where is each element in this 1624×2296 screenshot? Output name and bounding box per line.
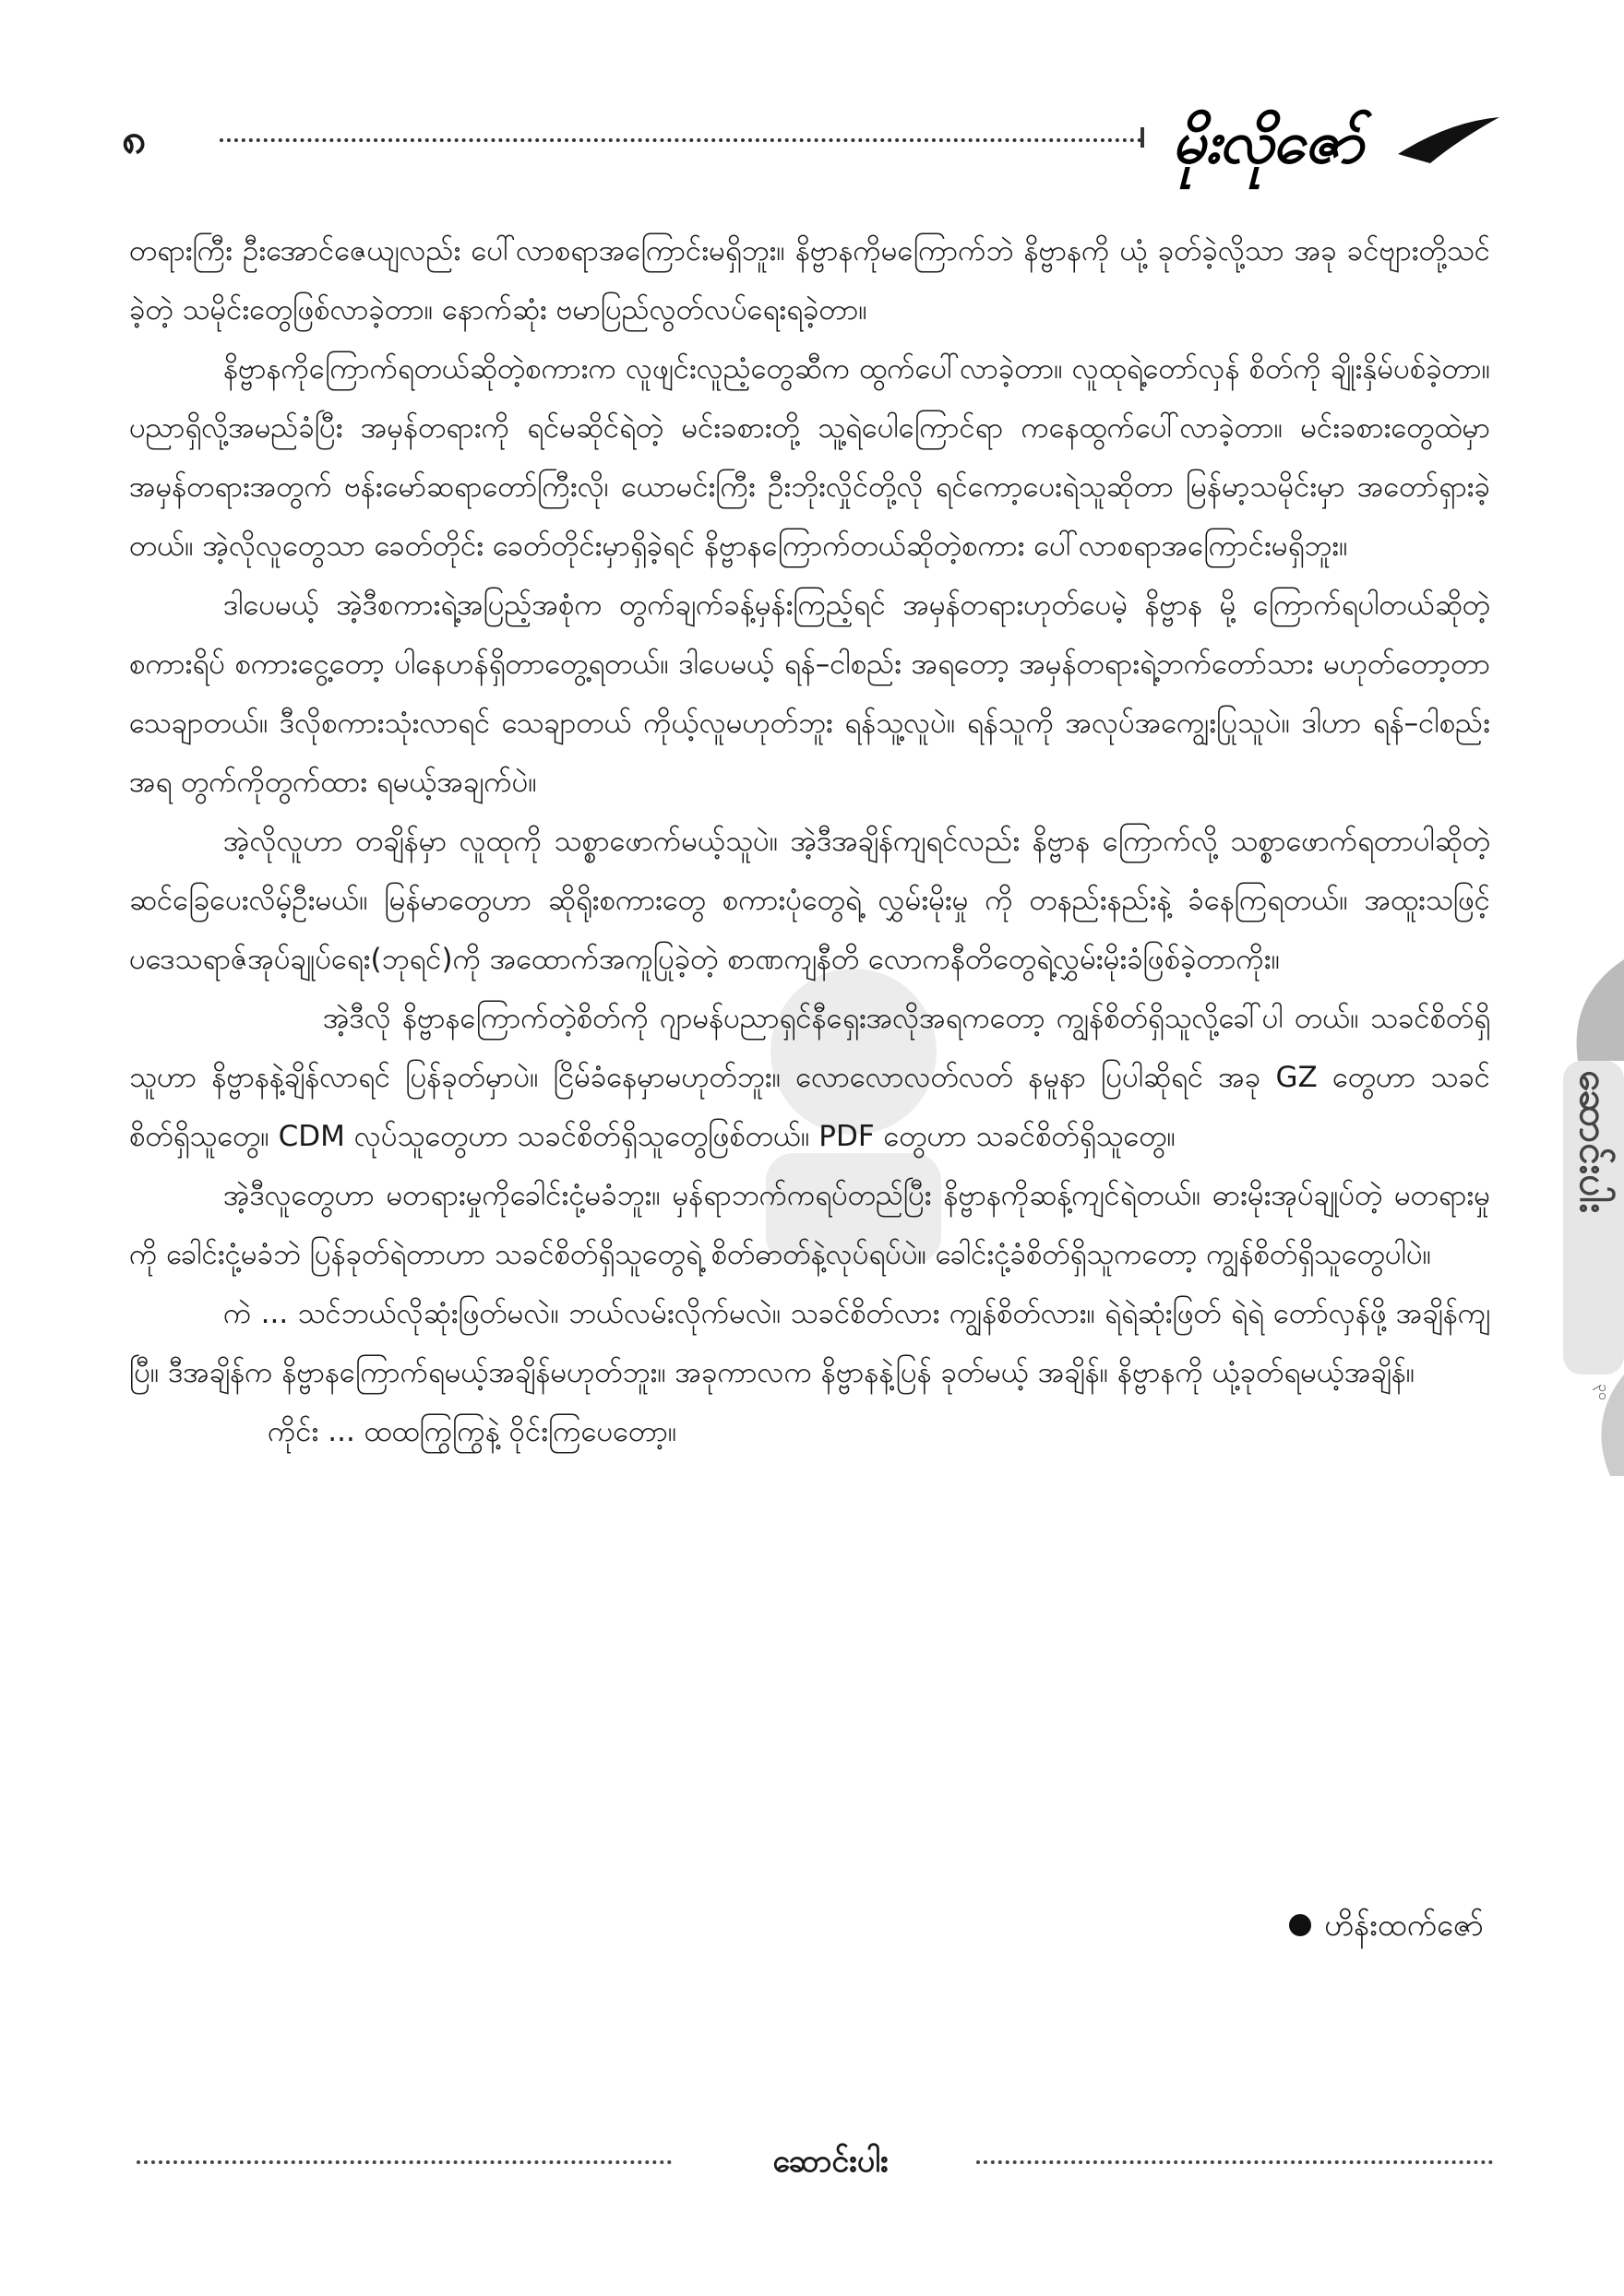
article-paragraph: ကဲ ... သင်ဘယ်လိုဆုံးဖြတ်မလဲ။ ဘယ်လမ်းလိုက်မလဲ။ သခင်စိတ်လား ကျွန်စိတ်လား။ ရဲရဲဆုံးဖြတ် ရဲရဲ တော်လှန်ဖို့ အချိန်ကျပြီ။ ဒီအချိန်က နိဗ္ဗာနကြောက်ရမယ့်အချိန်မဟုတ်ဘူး။ အခုကာလက နိဗ္ဗာနနဲ့ပြန် ခုတ်မယ့် အချိန်။ နိဗ္ဗာနကို ယုံ့ခုတ်ရမယ့်အချိန်။	[129, 1297, 1490, 1389]
bullet-icon	[1289, 1914, 1311, 1936]
side-tab-issue: ၃၀	[1595, 1384, 1613, 1400]
article-paragraph: ဒါပေမယ့် အဲ့ဒီစကားရဲ့အပြည့်အစုံက တွက်ချက်ခန့်မှန်းကြည့်ရင် အမှန်တရားဟုတ်ပေမဲ့ နိဗ္ဗာန မို့ ကြောက်ရပါတယ်ဆိုတဲ့ စကားရိပ် စကားငွေ့တော့ ပါနေဟန်ရှိတာတွေ့ရတယ်။ ဒါပေမယ့် ရန်–ငါစည်း အရတော့ အမှန်တရားရဲ့ဘက်တော်သား မဟုတ်တော့တာသေချာတယ်။ ဒီလိုစကားသုံးလာရင် သေချာတယ် ကိုယ့်လူမဟုတ်ဘူး ရန်သူ့လူပဲ။ ရန်သူကို အလုပ်အကျွေးပြုသူပဲ။ ဒါဟာ ရန်–ငါစည်းအရ တွက်ကိုတွက်ထား ရမယ့်အချက်ပဲ။	[129, 589, 1490, 799]
header-dotted-rule	[220, 138, 1142, 142]
magazine-logo-text: မိုးလိုဇော်	[1172, 109, 1362, 177]
article-closing-line: ကိုင်း ... ထထကြွကြွနဲ့ ဝိုင်းကြပေတော့။	[268, 1415, 677, 1448]
article-paragraph: အဲ့လိုလူဟာ တချိန်မှာ လူထုကို သစ္စာဖောက်မယ့်သူပဲ။ အဲ့ဒီအချိန်ကျရင်လည်း နိဗ္ဗာန ကြောက်လို့ သစ္စာဖောက်ရတာပါဆိုတဲ့ ဆင်ခြေပေးလိမ့်ဦးမယ်။ မြန်မာတွေဟာ ဆိုရိုးစကားတွေ စကားပုံတွေရဲ့ လွှမ်းမိုးမှု ကို တနည်းနည်းနဲ့ ခံနေကြရတယ်။ အထူးသဖြင့် ပဒေသရာဇ်အုပ်ချုပ်ရေး(ဘုရင်)ကို အထောက်အကူပြုခဲ့တဲ့ စာဏကျနီတိ လောကနီတိတွေရဲ့လွှမ်းမိုးခံဖြစ်ခဲ့တာကိုး။	[129, 825, 1490, 976]
article-paragraph: တရားကြီး ဦးအောင်ဇေယျလည်း ပေါ်လာစရာအကြောင်းမရှိဘူး။ နိဗ္ဗာနကိုမကြောက်ဘဲ နိဗ္ဗာနကို ယုံ့ ခုတ်ခဲ့လို့သာ အခု ခင်ဗျားတို့သင်ခဲ့တဲ့ သမိုင်းတွေဖြစ်လာခဲ့တာ။ နောက်ဆုံး ဗမာပြည်လွတ်လပ်ရေးရခဲ့တာ။	[129, 234, 1490, 327]
footer-dotted-rule-right	[976, 2160, 1493, 2164]
header-rule-end	[1140, 127, 1144, 148]
article-paragraph: နိဗ္ဗာနကိုကြောက်ရတယ်ဆိုတဲ့စကားက လူဖျင်းလူညံ့တွေဆီက ထွက်ပေါ်လာခဲ့တာ။ လူထုရဲ့တော်လှန် စိတ်ကို ချိုးနှိမ်ပစ်ခဲ့တာ။ ပညာရှိလို့အမည်ခံပြီး အမှန်တရားကို ရင်မဆိုင်ရဲတဲ့ မင်းခစားတို့ သူ့ရဲပေါကြောင်ရာ ကနေထွက်ပေါ်လာခဲ့တာ။ မင်းခစားတွေထဲမှာ အမှန်တရားအတွက် ဗန်းမော်ဆရာတော်ကြီးလို၊ ယောမင်းကြီး ဦးဘိုးလှိုင်တို့လို ရင်ကော့ပေးရဲသူဆိုတာ မြန်မာ့သမိုင်းမှာ အတော်ရှားခဲ့တယ်။ အဲ့လိုလူတွေသာ ခေတ်တိုင်း ခေတ်တိုင်းမှာရှိခဲ့ရင် နိဗ္ဗာနကြောက်တယ်ဆိုတဲ့စကား ပေါ်လာစရာအကြောင်းမရှိဘူး။	[129, 352, 1490, 563]
page-number: ၈	[122, 113, 147, 163]
author-signature	[1289, 1902, 1484, 1948]
side-section-tab	[1559, 959, 1624, 1476]
article-paragraph: အဲ့ဒီလူတွေဟာ မတရားမှုကိုခေါင်းငုံ့မခံဘူး။ မှန်ရာဘက်ကရပ်တည်ပြီး နိဗ္ဗာနကိုဆန့်ကျင်ရဲတယ်။ ဓားမိုးအုပ်ချုပ်တဲ့ မတရားမှုကို ခေါင်းငုံ့မခံဘဲ ပြန်ခုတ်ရဲတာဟာ သခင်စိတ်ရှိသူတွေရဲ့ စိတ်ဓာတ်နဲ့လုပ်ရပ်ပဲ။ ခေါင်းငုံ့ခံစိတ်ရှိသူကတော့ ကျွန်စိတ်ရှိသူတွေပါပဲ။	[129, 1179, 1490, 1271]
footer-section-label: ဆောင်းပါး	[772, 2143, 889, 2180]
logo-swash-icon	[1393, 113, 1504, 168]
article-body	[129, 221, 1490, 1461]
side-tab-label: ဆောင်းပါး	[1571, 1070, 1617, 1213]
footer-dotted-rule-left	[137, 2160, 672, 2164]
article-paragraph: အဲ့ဒီလို နိဗ္ဗာနကြောက်တဲ့စိတ်ကို ဂျာမန်ပညာရှင်နီရှေးအလိုအရကတော့ ကျွန်စိတ်ရှိသူလို့ခေါ်ပါ တယ်။ သခင်စိတ်ရှိသူဟာ နိဗ္ဗာနနဲ့ချိန်လာရင် ပြန်ခုတ်မှာပဲ။ ငြိမ်ခံနေမှာမဟုတ်ဘူး။ လောလောလတ်လတ် နမူနာ ပြပါဆိုရင် အခု GZ တွေဟာ သခင်စိတ်ရှိသူတွေ။ CDM လုပ်သူတွေဟာ သခင်စိတ်ရှိသူတွေဖြစ်တယ်။ PDF တွေဟာ သခင်စိတ်ရှိသူတွေ။	[129, 1002, 1490, 1153]
author-name: ဟိန်းထက်ဇော်	[1323, 1907, 1484, 1943]
magazine-logo	[1172, 92, 1504, 194]
